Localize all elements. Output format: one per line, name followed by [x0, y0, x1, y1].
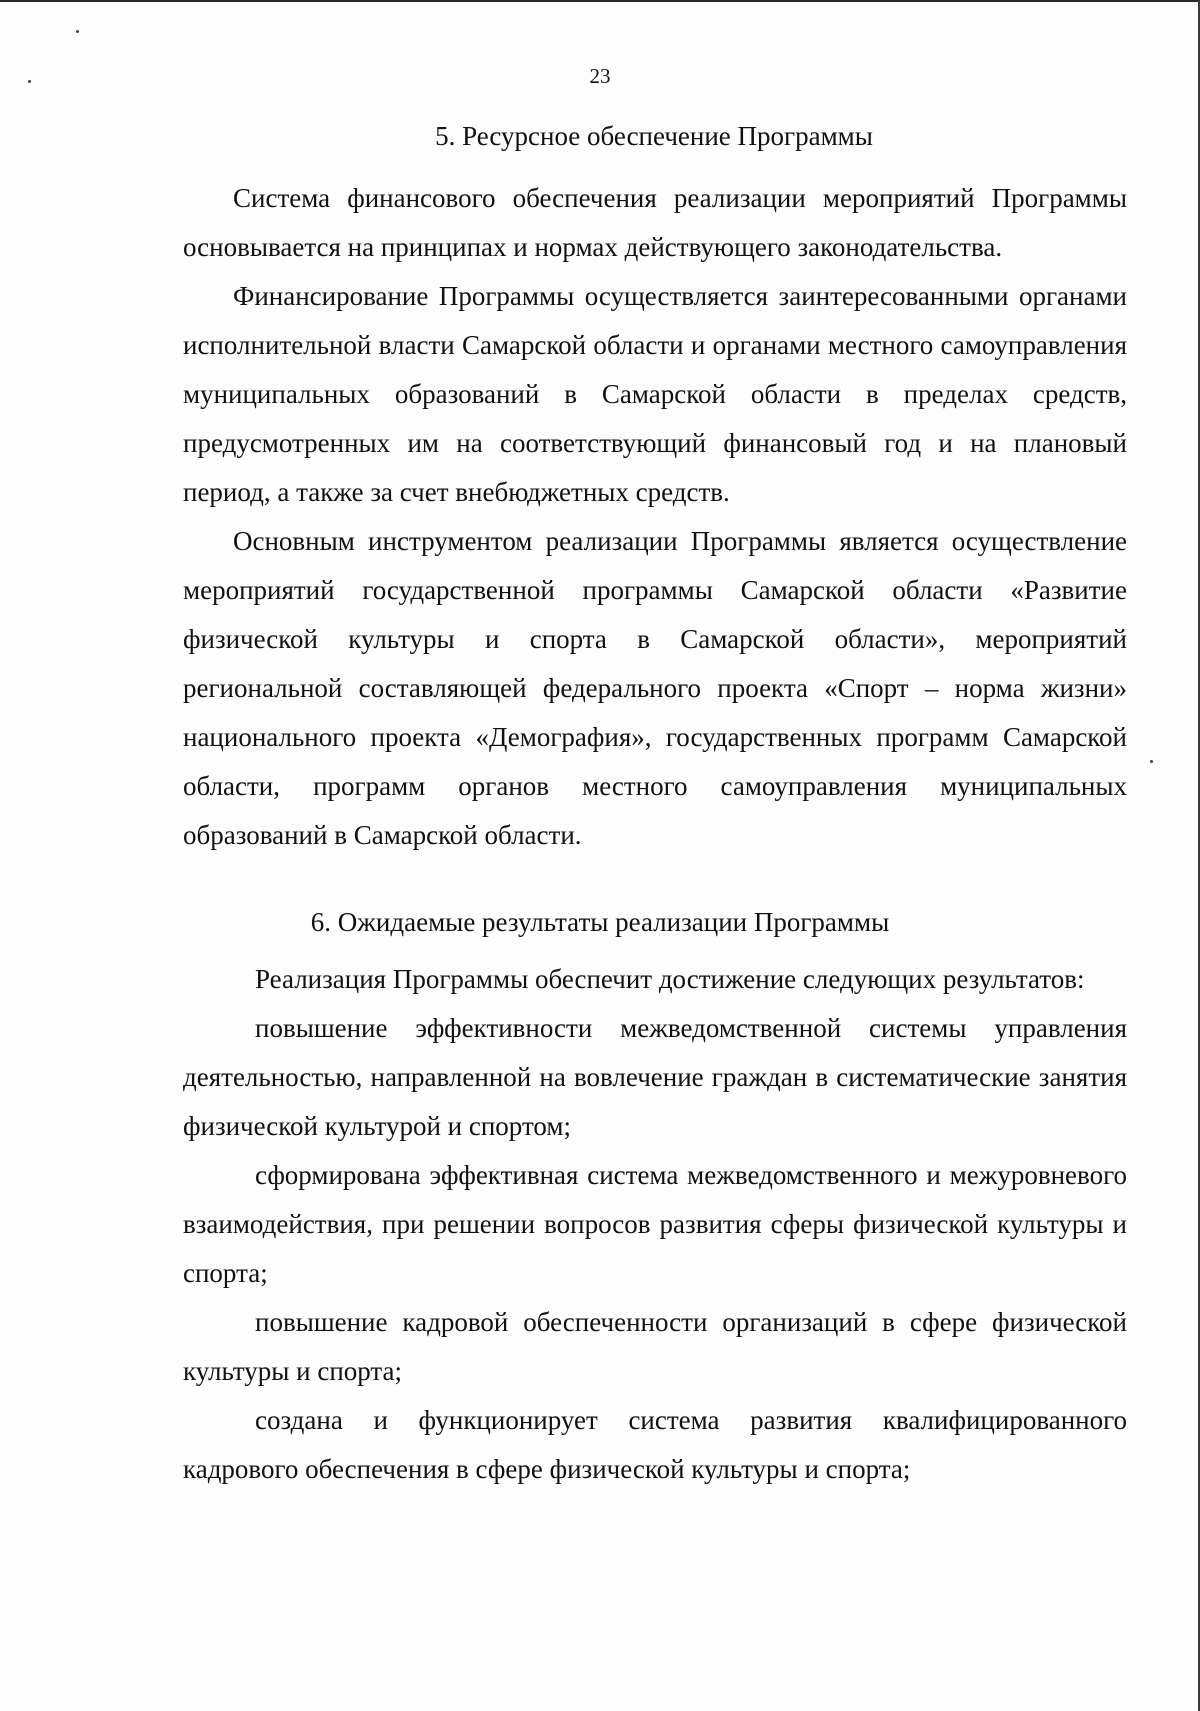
paragraph: Финансирование Программы осуществляется заинтересованными органами исполнительной власти Самарской области и органами местного самоуправления муниципальных образований в Самарской области в пределах средств, предусмотренных им на соответствующий финансовый год и на плановый период, а также за счет внебюджетных средств.	[183, 281, 1127, 507]
section-6-body	[183, 955, 1127, 1494]
section-6-heading: 6. Ожидаемые результаты реализации Программы	[310, 907, 890, 937]
paragraph: Система финансового обеспечения реализации мероприятий Программы основывается на принципах и нормах действующего законодательства.	[183, 183, 1127, 262]
paragraph: Реализация Программы обеспечит достижение следующих результатов:	[255, 964, 1085, 994]
section-5-body	[183, 174, 1127, 860]
scan-speck	[76, 30, 79, 33]
page-number: 23	[589, 64, 611, 88]
scan-top-edge	[0, 0, 1200, 2]
list-item: повышение эффективности межведомственной системы управления деятельностью, направленной на вовлечение граждан в систематические занятия физической культурой и спортом;	[183, 1013, 1127, 1141]
list-item: создана и функционирует система развития квалифицированного кадрового обеспечения в сфере физической культуры и спорта;	[183, 1405, 1127, 1484]
paragraph: Основным инструментом реализации Программы является осуществление мероприятий государственной программы Самарской области «Развитие физической культуры и спорта в Самарской области», мероприятий региональной составляющей федерального проекта «Спорт – норма жизни» национального проекта «Демография», государственных программ Самарской области, программ органов местного самоуправления муниципальных образований в Самарской области.	[183, 526, 1127, 850]
list-item: повышение кадровой обеспеченности организаций в сфере физической культуры и спорта;	[183, 1307, 1127, 1386]
section-5-heading: 5. Ресурсное обеспечение Программы	[435, 121, 873, 151]
list-item: сформирована эффективная система межведомственного и межуровневого взаимодействия, при решении вопросов развития сферы физической культуры и спорта;	[183, 1160, 1127, 1288]
scan-speck	[1150, 760, 1153, 763]
